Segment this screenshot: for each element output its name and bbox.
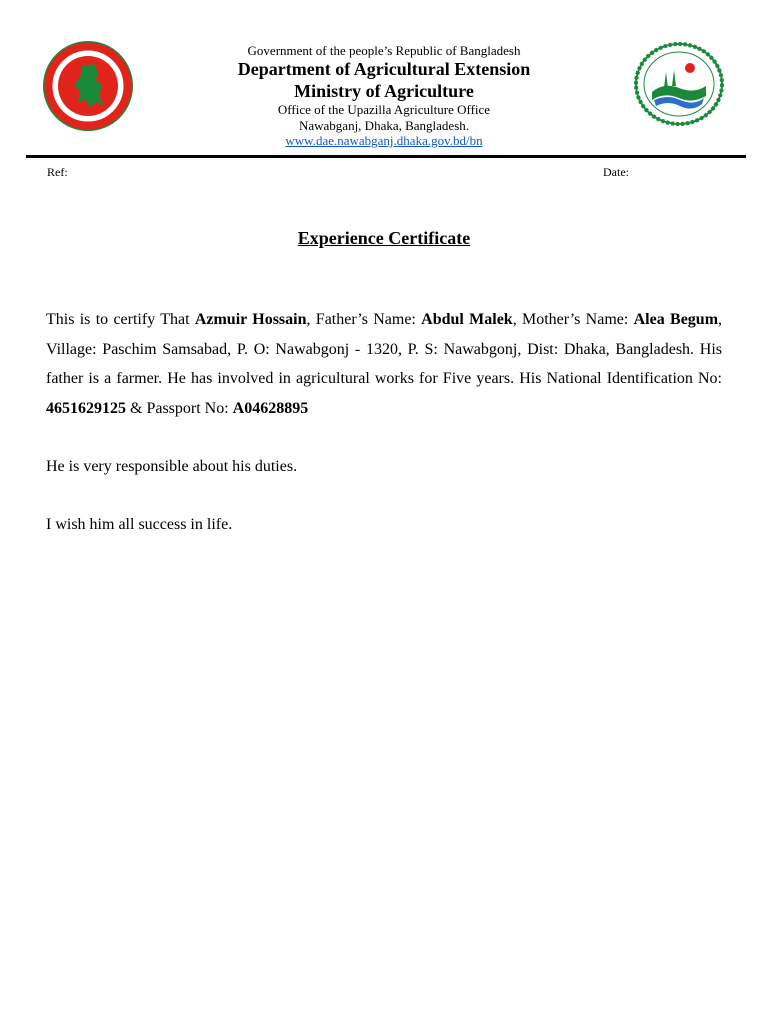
header-divider bbox=[26, 155, 746, 158]
passport-label: & Passport No: bbox=[126, 399, 233, 417]
dae-emblem-icon bbox=[634, 42, 724, 126]
address-and-details: , Village: Paschim Samsabad, P. O: Nawabgonj - 1320, P. S: Nawabgonj, Dist: Dhaka, Bangladesh. His father is a farmer. He has involved in agricultural works for Five years. His National Identification No: bbox=[46, 311, 723, 387]
certificate-paragraph-main bbox=[46, 305, 722, 423]
date-label: Date: bbox=[603, 165, 629, 179]
father-name: Abdul Malek bbox=[421, 311, 513, 328]
office-address: Nawabganj, Dhaka, Bangladesh. bbox=[298, 118, 470, 133]
ministry-name: Ministry of Agriculture bbox=[294, 81, 474, 101]
intro-text: This is to certify That bbox=[46, 311, 195, 328]
certificate-paragraph-wishes: I wish him all success in life. bbox=[46, 516, 233, 533]
certificate-paragraph-duties: He is very responsible about his duties. bbox=[46, 458, 298, 475]
person-name: Azmuir Hossain bbox=[194, 311, 307, 328]
government-line: Government of the people’s Republic of Bangladesh bbox=[247, 43, 521, 58]
department-name: Department of Agricultural Extension bbox=[237, 59, 531, 79]
mother-label: , Mother’s Name: bbox=[512, 311, 634, 328]
bangladesh-government-seal-icon bbox=[42, 40, 134, 132]
ref-label: Ref: bbox=[47, 165, 68, 179]
certificate-title bbox=[0, 228, 768, 249]
passport-number: A04628895 bbox=[232, 399, 309, 417]
father-label: , Father’s Name: bbox=[306, 311, 422, 328]
website-link[interactable]: www.dae.nawabganj.dhaka.gov.bd/bn bbox=[285, 133, 483, 148]
mother-name: Alea Begum bbox=[633, 311, 719, 328]
office-name: Office of the Upazilla Agriculture Office bbox=[277, 102, 491, 117]
certificate-title-text: Experience Certificate bbox=[297, 228, 471, 248]
national-id-number: 4651629125 bbox=[46, 399, 126, 417]
letterhead bbox=[150, 43, 618, 149]
